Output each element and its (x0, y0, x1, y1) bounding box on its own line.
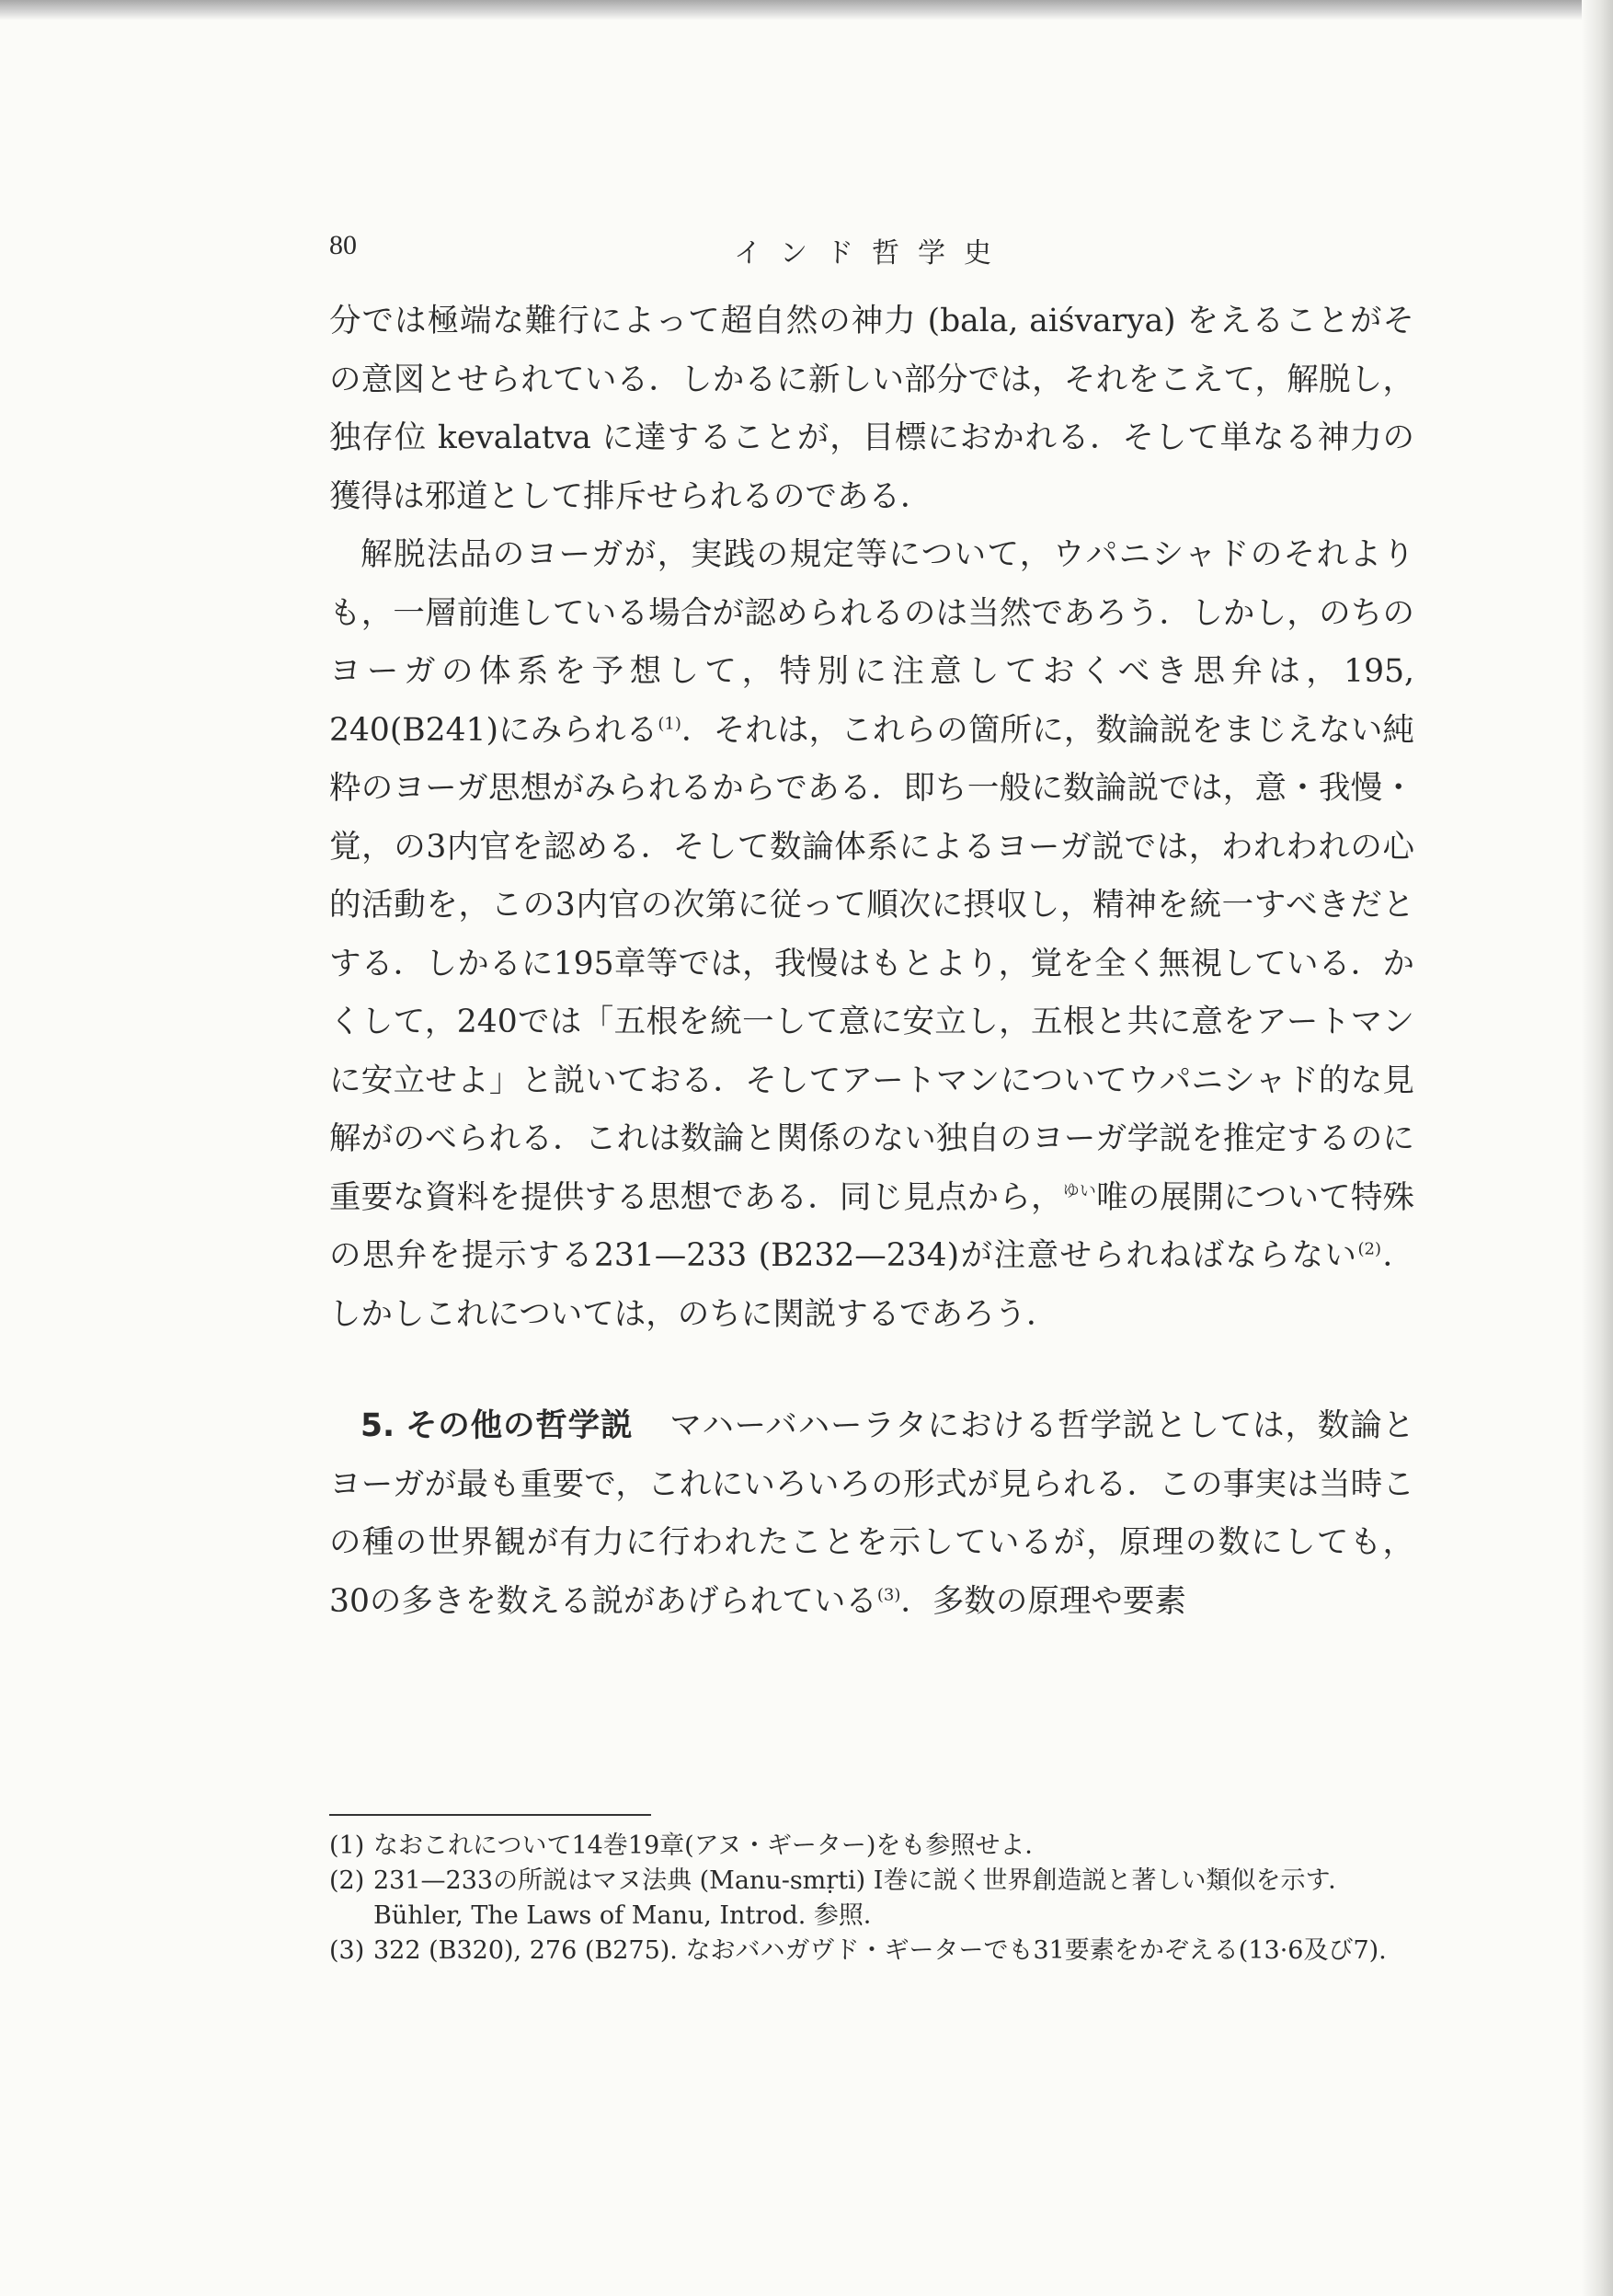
running-title: インド哲学史 (734, 237, 1010, 270)
footnote-divider (329, 1814, 651, 1816)
footnote-mark: (2) (329, 1866, 365, 1895)
footnote-2 (329, 1864, 1414, 1934)
section-title: その他の哲学説 (405, 1407, 634, 1444)
footnote-mark: (1) (329, 1831, 365, 1860)
footnote-ref-1: (1) (658, 714, 681, 733)
scan-top-edge (0, 0, 1613, 20)
paragraph-1: 分では極端な難行によって超自然の神力 (bala, aiśvarya) をえることがその意図とせられている．しかるに新しい部分では，それをこえて，解脱し，独存位 kevalatva に達することが，目標におかれる．そして単なる神力の獲得は邪道として排斥せられるのである． (329, 303, 1414, 515)
footnote-text: 322 (B320), 276 (B275). なおバハガヴド・ギーターでも31要素をかぞえる(13·6及び7). (373, 1936, 1387, 1965)
paragraph-2-part-d: ．しかしこれについては，のちに関説するであろう． (329, 1237, 1415, 1333)
footnote-ref-3: (3) (876, 1585, 901, 1604)
footnotes (329, 1829, 1414, 1969)
paragraph-2-part-b: ．それは，これらの箇所に，数論説をまじえない純粋のヨーガ思想がみられるからである．即ち一般に数論説では，意・我慢・覚，の3内官を認める．そして数論体系によるヨーガ説では，われわれの心的活動を，この3内官の次第に従って順次に摂収し，精神を統一すべきだとする．しかるに195章等では，我慢はもとより，覚を全く無視している．かくして，240では「五根を統一して意に安立し，五根と共に意をアートマンに安立せよ」と説いておる．そしてアートマンについてウパニシャド的な見解がのべられる．これは数論と関係のない独自のヨーガ学説を推定するのに重要な資料を提供する思想である．同じ見点から， (329, 711, 1414, 1216)
footnote-text: 231—233の所説はマヌ法典 (Manu-smṛti) I巻に説く世界創造説と著しい類似を示す．Bühler, The Laws of Manu, Introd. 参照． (373, 1866, 1354, 1930)
footnote-text: なおこれについて14巻19章(アヌ・ギーター)をも参照せよ． (373, 1831, 1050, 1860)
body-text (329, 293, 1414, 1631)
section-text-b: ．多数の原理や要素 (900, 1582, 1186, 1620)
section-text-a: マハーバハーラタにおける哲学説としては，数論とヨーガが最も重要で，これにいろいろの形式が見られる．この事実は当時この種の世界観が有力に行われたことを示しているが，原理の数にしても，30の多きを数える説があげられている (329, 1407, 1414, 1620)
paragraph-2 (329, 526, 1414, 1344)
section-number: 5. (360, 1407, 395, 1444)
running-head (329, 230, 1414, 276)
footnote-3 (329, 1934, 1414, 1969)
footnote-1 (329, 1829, 1414, 1864)
ruby-yui: ゆい (1062, 1181, 1097, 1200)
footnote-mark: (3) (329, 1936, 365, 1965)
section-5 (329, 1397, 1414, 1631)
scan-right-edge (1582, 0, 1613, 2296)
footnote-ref-2: (2) (1357, 1239, 1382, 1259)
page-number: 80 (329, 230, 357, 260)
paragraph-2-part-c: 唯の展開について特殊の思弁を提示する231—233 (B232—234)が注意せられねばならない (329, 1178, 1415, 1274)
paragraph-2-part-a: 解脱法品のヨーガが，実践の規定等について，ウパニシャドのそれよりも，一層前進している場合が認められるのは当然であろう．しかし，のちのヨーガの体系を予想して，特別に注意しておくべき思弁は，195, 240(B241)にみられる (329, 536, 1414, 749)
